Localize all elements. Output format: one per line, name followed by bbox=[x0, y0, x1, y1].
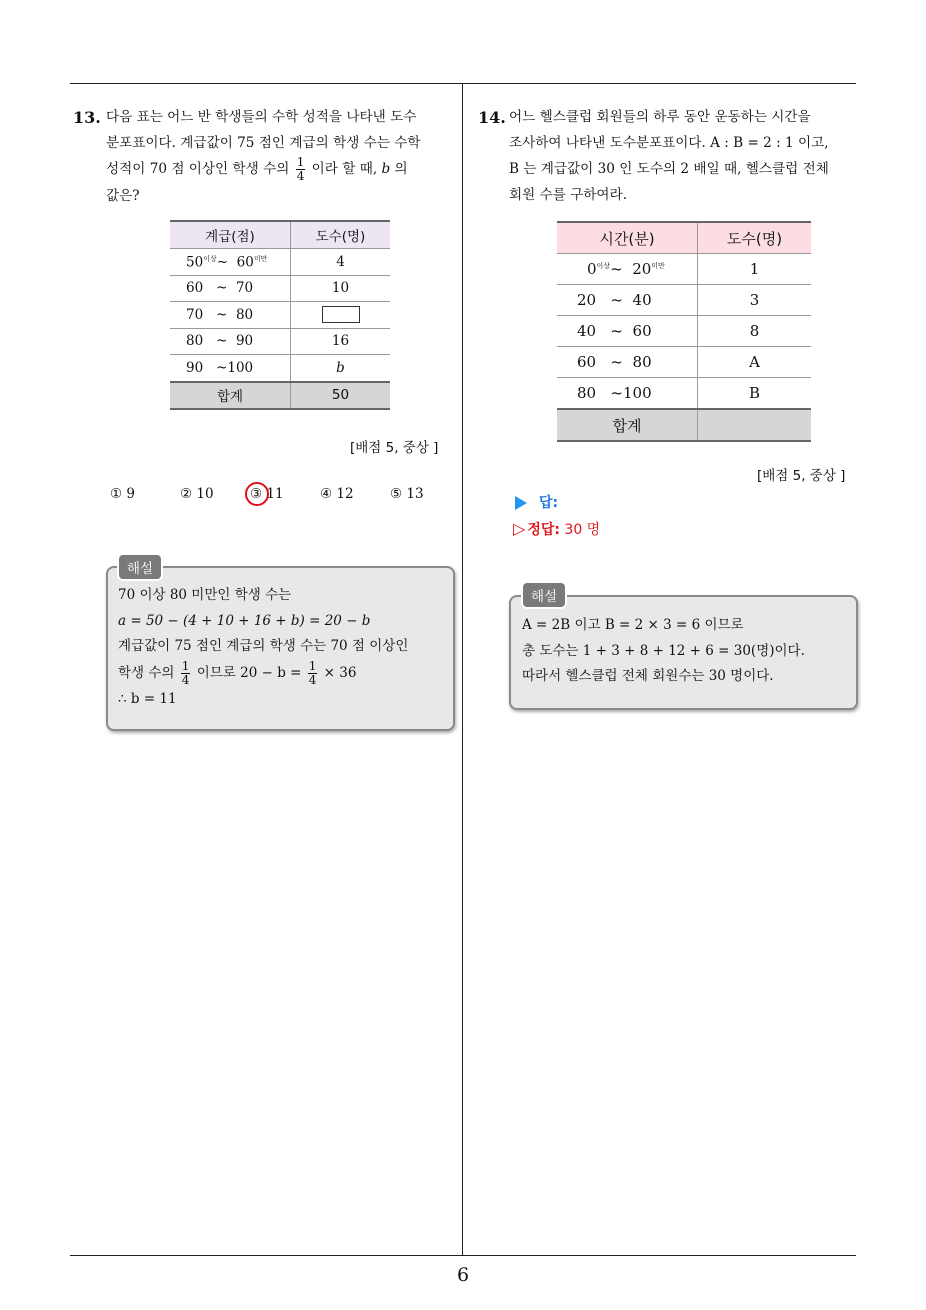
correct-answer-row: ▷ 정답: 30 명 bbox=[513, 519, 601, 538]
q13-line-3: 성적이 70 점 이상인 학생 수의 $\frac{1}{4}$ 이라 할 때, b 의 bbox=[106, 155, 408, 183]
q13-frequency-table bbox=[170, 220, 390, 410]
q13-line-1: 다음 표는 어느 반 학생들의 수학 성적을 나타낸 도수 bbox=[106, 109, 417, 125]
table-row: 70 ~ 80 bbox=[170, 302, 390, 329]
q14-line-4: 회원 수를 구하여라. bbox=[509, 187, 628, 203]
table-row: 60 ~ 80 A bbox=[557, 347, 811, 378]
fraction-one-quarter: $\frac{1}{4}$ bbox=[296, 155, 305, 183]
choice-3[interactable]: ③ 11 bbox=[250, 486, 284, 502]
selected-answer-circle-icon bbox=[245, 482, 269, 506]
question-14-number: 14. bbox=[478, 108, 506, 127]
col-header-time: 시간(분) bbox=[557, 222, 698, 254]
table-row: 60 ~ 70 10 bbox=[170, 275, 390, 302]
page-number: 6 bbox=[456, 1264, 470, 1286]
q14-line-2: 조사하여 나타낸 도수분포표이다. A : B = 2 : 1 이고, bbox=[509, 135, 829, 151]
answer-arrow-icon bbox=[515, 496, 527, 510]
col-header-frequency: 도수(명) bbox=[698, 222, 812, 254]
blank-answer-box bbox=[322, 306, 360, 323]
correct-arrow-icon: ▷ bbox=[513, 519, 526, 538]
column-divider bbox=[462, 83, 463, 1255]
table-row: 80 ~ 90 16 bbox=[170, 328, 390, 355]
q14-points: [배점 5, 중상 ] bbox=[757, 468, 846, 484]
choice-4[interactable]: ④ 12 bbox=[320, 486, 354, 502]
table-row: 80 ~100 B bbox=[557, 378, 811, 410]
q13-line-4: 값은? bbox=[106, 188, 140, 204]
q13-line-2: 분포표이다. 계급값이 75 점인 계급의 학생 수는 수학 bbox=[106, 135, 421, 151]
col-header-class: 계급(점) bbox=[170, 221, 291, 249]
q14-explanation-tag: 해설 bbox=[521, 581, 567, 609]
choice-1[interactable]: ① 9 bbox=[110, 486, 135, 502]
q14-line-1: 어느 헬스클럽 회원들의 하루 동안 운동하는 시간을 bbox=[509, 109, 811, 125]
question-13-number: 13. bbox=[73, 108, 101, 127]
table-row: 20 ~ 40 3 bbox=[557, 285, 811, 316]
question-13-text bbox=[106, 104, 456, 209]
table-row: $50^{이상}\sim$ $60^{미만}$ 4 bbox=[170, 249, 390, 276]
q14-frequency-table bbox=[557, 221, 811, 442]
table-total-row: 합계 bbox=[557, 409, 811, 441]
table-total-row: 합계 50 bbox=[170, 382, 390, 410]
choice-2[interactable]: ② 10 bbox=[180, 486, 214, 502]
col-header-frequency: 도수(명) bbox=[291, 221, 391, 249]
answer-row: 답: bbox=[515, 492, 558, 512]
top-rule bbox=[70, 83, 856, 84]
bottom-rule bbox=[70, 1255, 856, 1256]
table-row: 90 ~100 b bbox=[170, 355, 390, 382]
q13-explanation-tag: 해설 bbox=[117, 553, 163, 581]
q14-explanation-text: A = 2B 이고 B = 2 × 3 = 6 이므로 총 도수는 1 + 3 + 8 + 12 + 6 = 30(명)이다. 따라서 헬스클럽 전체 회원수는 30 명이다. bbox=[522, 617, 805, 684]
table-row: $0^{이상}\sim$ $20^{미만}$ 1 bbox=[557, 254, 811, 285]
q13-explanation-text: 70 이상 80 미만인 학생 수는 a = 50 − (4 + 10 + 16 + b) = 20 − b 계급값이 75 점인 계급의 학생 수는 70 점 이상인 학생 수의 $\frac{1}{4}$ 이므로 20 − b = $\frac{1}{4}$ × 36 ∴ b = 11 bbox=[118, 587, 409, 707]
q13-points: [배점 5, 중상 ] bbox=[350, 440, 439, 456]
table-row: 40 ~ 60 8 bbox=[557, 316, 811, 347]
choice-5[interactable]: ⑤ 13 bbox=[390, 486, 424, 502]
q14-line-3: B 는 계급값이 30 인 도수의 2 배일 때, 헬스클럽 전체 bbox=[509, 161, 829, 177]
question-14-text bbox=[509, 104, 859, 208]
